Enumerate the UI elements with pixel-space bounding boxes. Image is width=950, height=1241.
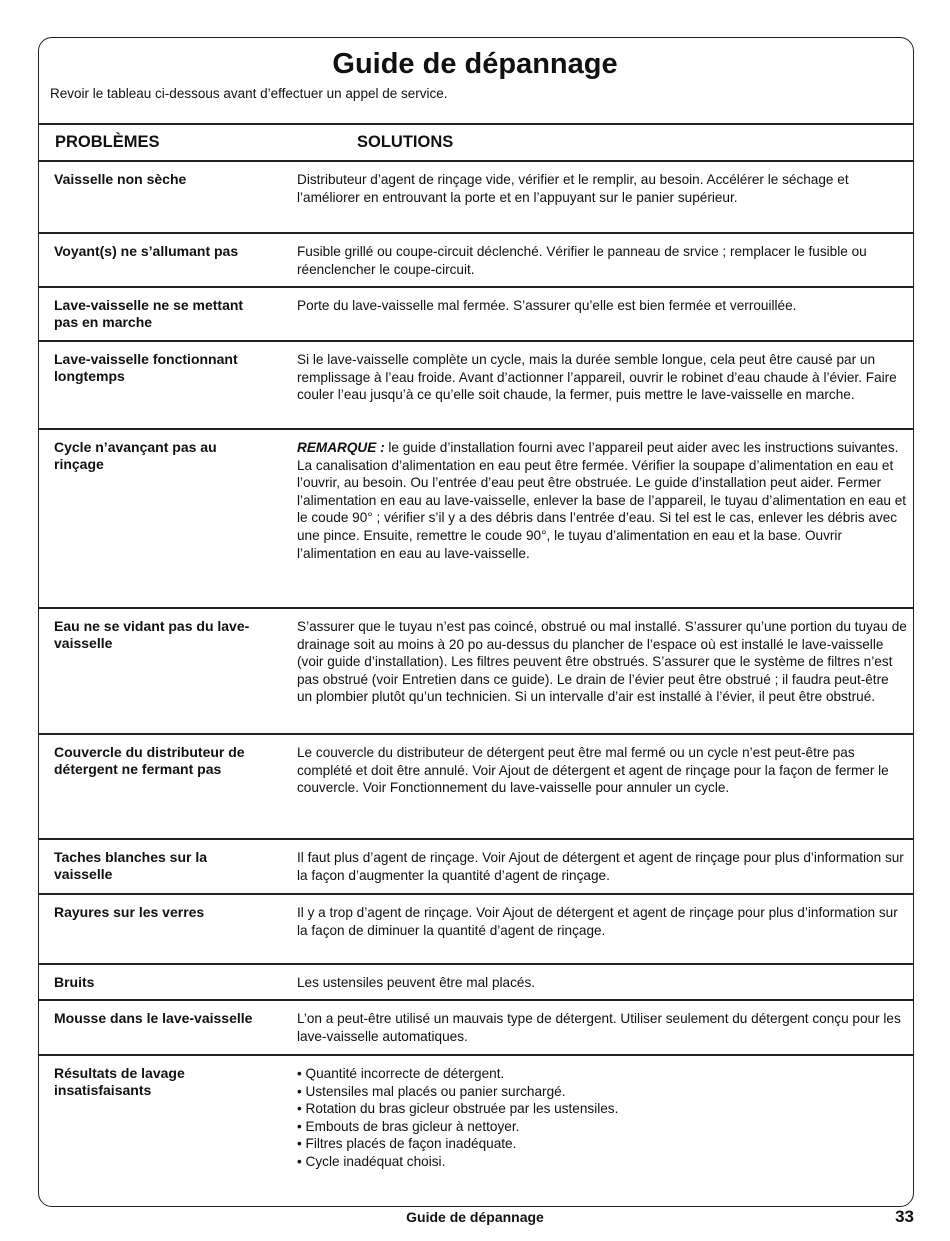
page-number: 33: [895, 1207, 914, 1226]
table-row: [39, 232, 913, 286]
solution-cell: Porte du lave-vaisselle mal fermée. S’assurer qu’elle est bien fermée et verrouillée.: [297, 298, 797, 313]
remark-paragraph: [297, 439, 907, 457]
problem-cell: Eau ne se vidant pas du lave-vaisselle: [54, 618, 250, 651]
table-row: [39, 286, 913, 340]
solution-cell: Les ustensiles peuvent être mal placés.: [297, 975, 536, 990]
problem-cell: Lave-vaisselle fonctionnant longtemps: [54, 351, 238, 384]
table-row: [39, 838, 913, 893]
header-problems: PROBLÈMES: [55, 133, 160, 151]
table-row: [39, 1054, 913, 1174]
problem-cell: Couvercle du distributeur de détergent ne fermant pas: [54, 744, 245, 777]
solution-cell: Il faut plus d’agent de rinçage. Voir Ajout de détergent et agent de rinçage pour plus d’information sur la façon d’augmenter la quantité d’agent de rinçage.: [297, 850, 904, 883]
problem-cell: Lave-vaisselle ne se mettant pas en marche: [54, 297, 244, 330]
solution-cell: [297, 1065, 907, 1171]
header-solutions: SOLUTIONS: [357, 133, 454, 151]
table-row: [39, 428, 913, 607]
solution-cell: [297, 439, 907, 562]
header-rule: [39, 123, 913, 125]
table-row: [39, 160, 913, 232]
problem-cell: Rayures sur les verres: [54, 904, 205, 920]
problem-cell: Vaisselle non sèche: [54, 171, 187, 187]
cause-list: [297, 1065, 907, 1171]
list-item: • Cycle inadéquat choisi.: [297, 1153, 907, 1171]
table-row: [39, 340, 913, 428]
intro-text: Revoir le tableau ci-dessous avant d’effectuer un appel de service.: [50, 86, 448, 101]
problem-cell: Mousse dans le lave-vaisselle: [54, 1010, 253, 1026]
problem-cell: Voyant(s) ne s’allumant pas: [54, 243, 239, 259]
table-row: [39, 999, 913, 1054]
remark-label: REMARQUE :: [297, 440, 385, 455]
problem-cell: Cycle n’avançant pas au rinçage: [54, 439, 217, 472]
table-row: [39, 607, 913, 733]
page-title: Guide de dépannage: [332, 48, 618, 80]
solution-cell: S’assurer que le tuyau n’est pas coincé, obstrué ou mal installé. S’assurer qu’une portion du tuyau de drainage soit au moins à 20 po au-dessus du plancher de l’espace où est installé le lave-vaisselle (voir guide d’installation). Les filtres peuvent être obstrués. S’assurer que le système de filtres n’est pas obstrué (voir Entretien dans ce guide). Le drain de l’évier peut être obstrué ; il faudra peut-être un plombier plutôt qu’un technicien. Si un intervalle d’air est installé à l’évier, il peut être obstrué.: [297, 619, 907, 705]
table-row: [39, 733, 913, 838]
solution-cell: Fusible grillé ou coupe-circuit déclenché. Vérifier le panneau de srvice ; remplacer le fusible ou réenclencher le coupe-circuit.: [297, 244, 867, 277]
table-row: [39, 963, 913, 999]
solution-cell: Distributeur d’agent de rinçage vide, vérifier et le remplir, au besoin. Accélérer le séchage et l’améliorer en entrouvant la porte et en l’appuyant sur le panier supérieur.: [297, 172, 849, 205]
list-item: • Filtres placés de façon inadéquate.: [297, 1135, 907, 1153]
problem-cell: Bruits: [54, 974, 95, 990]
solution-cell: Il y a trop d’agent de rinçage. Voir Ajout de détergent et agent de rinçage pour plus d’information sur la façon de diminuer la quantité d’agent de rinçage.: [297, 905, 898, 938]
solution-cell: L’on a peut-être utilisé un mauvais type de détergent. Utiliser seulement du détergent conçu pour les lave-vaisselle automatiques.: [297, 1011, 901, 1044]
list-item: • Quantité incorrecte de détergent.: [297, 1065, 907, 1083]
list-item: • Rotation du bras gicleur obstruée par les ustensiles.: [297, 1100, 907, 1118]
list-item: • Ustensiles mal placés ou panier surchargé.: [297, 1083, 907, 1101]
solution-cell: Si le lave-vaisselle complète un cycle, mais la durée semble longue, cela peut être causé par un remplissage à l’eau froide. Avant d’actionner l’appareil, ouvrir le robinet d’eau chaude à l’évier. Faire couler l’eau jusqu’à ce qu’elle soit chaude, la fermer, puis mettre le lave-vaisselle en marche.: [297, 352, 897, 403]
footer-title: Guide de dépannage: [406, 1209, 544, 1225]
table-row: [39, 893, 913, 963]
solution-paragraph: La canalisation d’alimentation en eau peut être fermée. Vérifier la soupape d’alimentation en eau et l’ouvrir, au besoin. Ou l’entrée d’eau peut être obstruée. Le guide d’installation peut aider. Fermer l’alimentation en eau au lave-vaisselle, enlever la base de l’appareil, le tuyau d’alimentation en eau et le coude 90° ; vérifier s’il y a des débris dans l’entrée d’eau. Si tel est le cas, enlever les débris avec une pince. Ensuite, remettre le coude 90°, le tuyau d’alimentation en eau et la base. Ouvrir l’alimentation en eau au lave-vaisselle.: [297, 457, 907, 561]
list-item: • Embouts de bras gicleur à nettoyer.: [297, 1118, 907, 1136]
remark-text: le guide d’installation fourni avec l’appareil peut aider avec les instructions suivantes.: [384, 440, 899, 455]
problem-cell: Taches blanches sur la vaisselle: [54, 849, 208, 882]
solution-cell: Le couvercle du distributeur de détergent peut être mal fermé ou un cycle n’est peut-être pas complété et doit être annulé. Voir Ajout de détergent et agent de rinçage pour la façon de fermer le couvercle. Voir Fonctionnement du lave-vaisselle pour annuler un cycle.: [297, 745, 889, 796]
problem-cell: Résultats de lavage insatisfaisants: [54, 1065, 185, 1098]
